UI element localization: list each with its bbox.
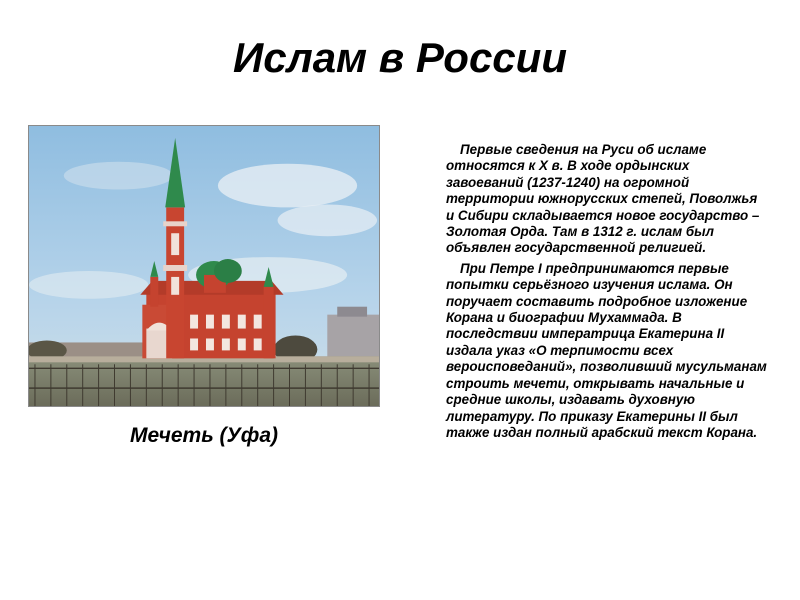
paragraph: Первые сведения на Руси об исламе относятся к X в. В ходе ордынских завоеваний (1237-1240) на огромной территории южнорусских степей, Поволжья и Сибири складывается новое государство – Золотая Орда. Там в 1312 г. ислам был объявлен государственной религией. bbox=[446, 142, 760, 256]
body-text bbox=[446, 142, 768, 445]
image-caption: Мечеть (Уфа) bbox=[129, 424, 278, 447]
mosque-photo bbox=[28, 125, 380, 407]
paragraph: При Петре I предпринимаются первые попытки серьёзного изучения ислама. Он поручает составить подробное изложение Корана и биографии Мухаммада. В последствии императрица Екатерина II издала указ «О терпимости всех вероисповеданий», позволивший мусульманам строить мечети, открывать начальные и средние школы, издавать духовную литературу. По приказу Екатерины II был также издан полный арабский текст Корана. bbox=[446, 260, 767, 440]
slide-title: Ислам в России bbox=[233, 34, 567, 81]
